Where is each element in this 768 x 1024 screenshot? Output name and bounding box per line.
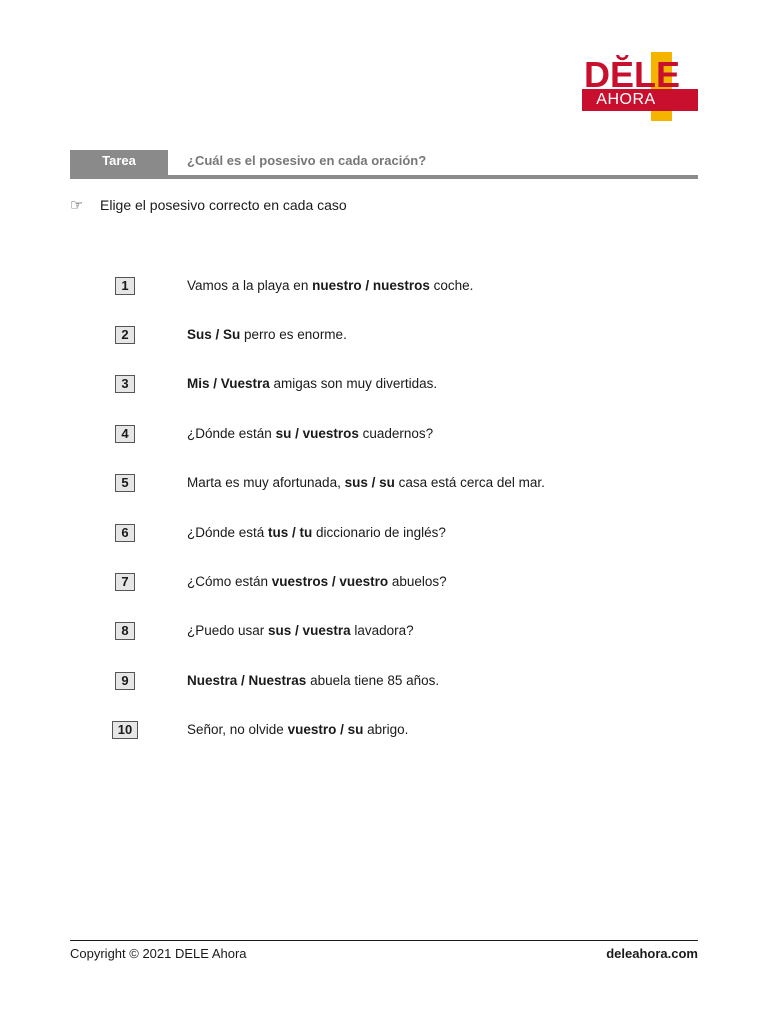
- sentence-after: abuelos?: [388, 574, 447, 589]
- instruction: [70, 196, 347, 215]
- item-number: 3: [115, 375, 135, 393]
- task-label: Tarea: [70, 150, 168, 175]
- sentence-before: ¿Dónde está: [187, 525, 269, 540]
- item-sentence: [187, 375, 437, 393]
- item-sentence: [187, 474, 545, 492]
- sentence-after: coche.: [429, 278, 474, 293]
- instruction-text: Elige el posesivo correcto en cada caso: [100, 197, 347, 213]
- logo-ahora-text: AHORA: [596, 91, 656, 108]
- possessive-options: sus / su: [344, 475, 395, 490]
- dele-ahora-logo: [582, 52, 700, 122]
- sentence-after: cuadernos?: [358, 426, 434, 441]
- item-sentence: [187, 277, 473, 295]
- footer-divider: [70, 940, 698, 941]
- possessive-options: su / vuestros: [275, 426, 359, 441]
- possessive-options: nuestro / nuestros: [312, 278, 430, 293]
- item-number: 2: [115, 326, 135, 344]
- item-sentence: [187, 721, 408, 739]
- sentence-before: Vamos a la playa en: [187, 278, 313, 293]
- sentence-before: ¿Cómo están: [187, 574, 272, 589]
- sentence-after: abrigo.: [363, 722, 409, 737]
- item-number: 4: [115, 425, 135, 443]
- task-question: ¿Cuál es el posesivo en cada oración?: [187, 153, 427, 168]
- sentence-before: Señor, no olvide: [187, 722, 288, 737]
- possessive-options: sus / vuestra: [268, 623, 351, 638]
- possessive-options: Sus / Su: [187, 327, 241, 342]
- possessive-options: vuestros / vuestro: [271, 574, 389, 589]
- task-divider: [70, 175, 698, 179]
- sentence-before: ¿Dónde están: [187, 426, 276, 441]
- possessive-options: Mis / Vuestra: [187, 376, 270, 391]
- item-number: 1: [115, 277, 135, 295]
- item-number: 7: [115, 573, 135, 591]
- sentence-after: abuela tiene 85 años.: [306, 673, 440, 688]
- item-sentence: [187, 672, 439, 690]
- item-sentence: [187, 573, 447, 591]
- item-sentence: [187, 622, 414, 640]
- task-header: [70, 150, 698, 178]
- sentence-after: amigas son muy divertidas.: [269, 376, 438, 391]
- possessive-options: tus / tu: [268, 525, 313, 540]
- footer-website-link[interactable]: deleahora.com: [606, 946, 698, 961]
- footer-copyright: Copyright © 2021 DELE Ahora: [70, 946, 247, 961]
- possessive-options: Nuestra / Nuestras: [187, 673, 307, 688]
- item-sentence: [187, 425, 433, 443]
- sentence-before: ¿Puedo usar: [187, 623, 269, 638]
- item-sentence: [187, 326, 347, 344]
- sentence-after: lavadora?: [350, 623, 414, 638]
- sentence-after: diccionario de inglés?: [312, 525, 446, 540]
- sentence-before: Marta es muy afortunada,: [187, 475, 345, 490]
- item-number: 8: [115, 622, 135, 640]
- sentence-after: perro es enorme.: [240, 327, 347, 342]
- item-sentence: [187, 524, 446, 542]
- possessive-options: vuestro / su: [287, 722, 364, 737]
- logo-dele-text: DĔLE: [584, 54, 681, 95]
- item-number: 6: [115, 524, 135, 542]
- sentence-after: casa está cerca del mar.: [394, 475, 545, 490]
- item-number: 9: [115, 672, 135, 690]
- pointing-hand-icon: ☞: [70, 197, 84, 214]
- item-number: 10: [112, 721, 138, 739]
- item-number: 5: [115, 474, 135, 492]
